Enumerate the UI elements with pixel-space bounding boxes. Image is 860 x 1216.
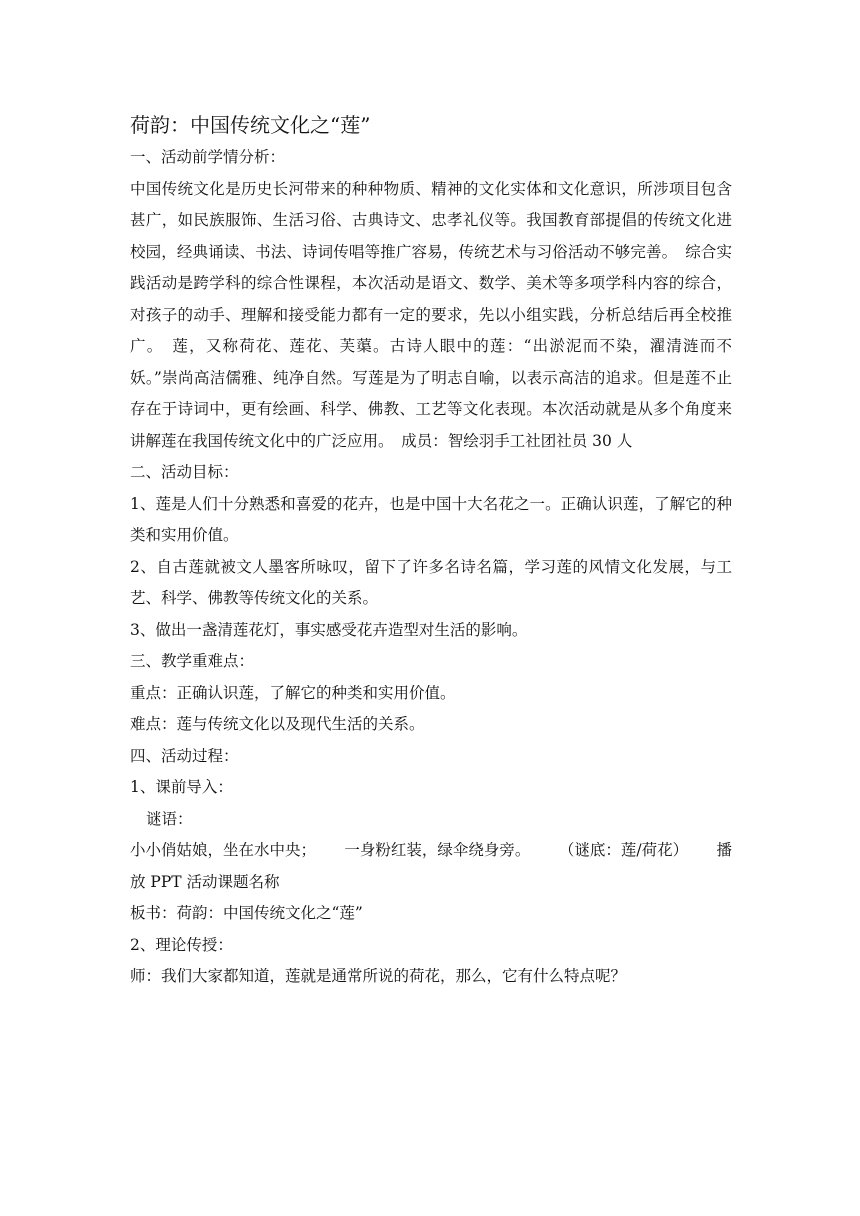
section-heading: 一、活动前学情分析： — [130, 148, 286, 166]
section-heading: 三、教学重难点： — [130, 652, 255, 670]
difficult-point: 难点：莲与传统文化以及现代生活的关系。 — [130, 715, 425, 733]
step-heading: 1、课前导入： — [130, 778, 233, 796]
riddle-part1: 小小俏姑娘，坐在水中央； — [130, 841, 317, 859]
riddle-part2: 一身粉红装，绿伞绕身旁。 — [344, 841, 531, 859]
section-heading: 二、活动目标： — [130, 463, 239, 481]
paragraph: 中国传统文化是历史长河带来的种种物质、精神的文化实体和文化意识，所涉项目包含甚广，如民族服饰、生活习俗、古典诗文、忠孝礼仪等。我国教育部提倡的传统文化进校园，经典诵读、书法、诗词传唱等推广容易，传统艺术与习俗活动不够完善。 综合实践活动是跨学科的综合性课程，本次活动是语文、数学、美术等多项学科内容的综合，对孩子的动手、理解和接受能力都有一定的要求，先以小组实践，分析总结后再全校推广。 莲，又称荷花、莲花、芙蕖。古诗人眼中的莲：“出淤泥而不染，濯清涟而不妖。”崇尚高洁儒雅、纯净自然。写莲是为了明志自喻，以表示高洁的追求。但是莲不止存在于诗词中，更有绘画、科学、佛教、工艺等文化表现。本次活动就是从多个角度来讲解莲在我国传统文化中的广泛应用。 成员：智绘羽手工社团社员 30 人 — [130, 179, 732, 450]
goal-item: 1、莲是人们十分熟悉和喜爱的花卉，也是中国十大名花之一。正确认识莲，了解它的种类和实用价值。 — [130, 494, 732, 544]
document-page — [130, 108, 732, 993]
riddle-line — [130, 835, 732, 867]
section-heading: 四、活动过程： — [130, 746, 239, 765]
riddle-answer: （谜底：莲/荷花） — [558, 841, 689, 859]
goal-item: 3、做出一盏清莲花灯，事实感受花卉造型对生活的影响。 — [130, 620, 528, 639]
document-title: 荷韵：中国传统文化之“莲” — [130, 113, 371, 137]
step-heading: 2、理论传授： — [130, 935, 233, 954]
teacher-line: 师：我们大家都知道，莲就是通常所说的荷花，那么，它有什么特点呢？ — [130, 967, 627, 985]
key-point: 重点：正确认识莲，了解它的种类和实用价值。 — [130, 683, 456, 702]
board-writing: 板书：荷韵：中国传统文化之“莲” — [130, 904, 363, 922]
riddle-play: 播 — [716, 841, 732, 859]
riddle-label: 谜语： — [146, 809, 193, 828]
riddle-continuation: 放 PPT 活动课题名称 — [130, 872, 280, 891]
goal-item: 2、自古莲就被文人墨客所咏叹，留下了许多名诗名篇，学习莲的风情文化发展，与工艺、科学、佛教等传统文化的关系。 — [130, 557, 732, 607]
